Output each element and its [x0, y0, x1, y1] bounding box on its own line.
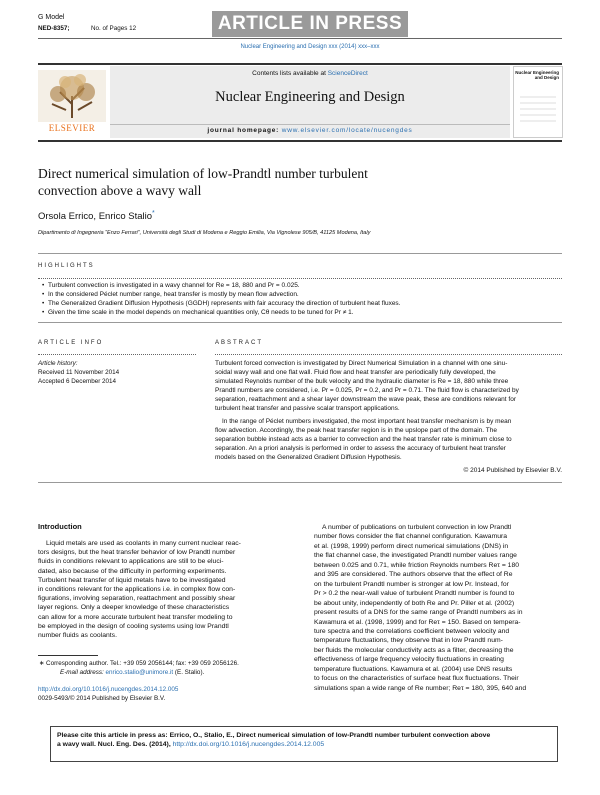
top-rule [38, 38, 562, 39]
intro-left-line: Liquid metals are used as coolants in many current nuclear reac- [46, 540, 241, 547]
abstract-line: soidal wavy wall and one flat wall. Fluid flow and heat transfer are periodically fully developed, the [215, 369, 496, 376]
intro-left-line: be employed in the design of cooling systems using low Prandtl [38, 622, 229, 630]
corresponding-author-note [39, 660, 239, 669]
email-label: E-mail address: [60, 669, 104, 676]
cite-line1: Please cite this article in press as: Errico, O., Stalio, E., Direct numerical simulation of low-Prandtl number turbulent convection above [57, 732, 491, 739]
intro-right-line: to focus on the characteristics of surface heat flux fluctuations. Their [314, 675, 519, 683]
intro-right-line: effectiveness of large frequency velocity fluctuations in creating [314, 656, 504, 664]
intro-right-line: temperature fluctuations, they observe that in low Prandtl num- [314, 637, 503, 645]
intro-right-line: simulations span a wide range of Re number; Reτ = 180, 395, 640 and [314, 684, 527, 692]
citation-box [50, 726, 558, 762]
cite-line2 [57, 740, 551, 749]
elsevier-tree-icon [38, 70, 106, 122]
highlights-rule-bottom [38, 322, 562, 323]
homepage-url[interactable]: www.elsevier.com/locate/nucengdes [281, 127, 413, 134]
abstract-copyright: © 2014 Published by Elsevier B.V. [463, 467, 562, 474]
intro-right-line: Pr > 0.2 the near-wall value of turbulent Prandtl number is found to [314, 590, 515, 598]
abstract-line: Turbulent forced convection is investigated by Direct Numerical Simulation in a channel with one sinu- [215, 360, 508, 367]
intro-left-line: fluids in conditions relevant to applications are still to be eluci- [38, 558, 224, 566]
article-info-label: ARTICLE INFO [38, 340, 104, 346]
email-link[interactable]: enrico.stalio@unimore.it [105, 669, 174, 676]
highlight-item: • Turbulent convection is investigated in a wavy channel for Re = 18, 880 and Pr = 0.025. [48, 282, 558, 290]
abstract-line: simulated Reynolds number of the bulk velocity and the hydraulic diameter is Re = 18, 880 while three [215, 378, 509, 385]
header-bottom-rule [38, 140, 562, 142]
ned-code: NED-8357; [38, 25, 70, 32]
highlight-item: • Given the time scale in the model depends on mechanical quantities only, Cθ needs to be tuned for Pr ≠ 1. [48, 309, 558, 317]
author-names: Orsola Errico, Enrico Stalio [38, 211, 153, 223]
intro-right-line: ber fluids the molecular conductivity acts as a filter, decreasing the [314, 646, 514, 654]
abstract-line: turbulent heat transfer and passive scalar transport applications. [215, 405, 400, 412]
cover-line2: and Design [534, 75, 559, 80]
contents-line [110, 70, 510, 77]
highlights-dotted-rule [38, 278, 562, 279]
abstract-rule-bottom [38, 482, 562, 483]
abstract-line: flow advection. Accordingly, the peak heat transfer region is in the upslope part of the domain. The [215, 427, 497, 434]
intro-left-line: layer regions. Only a deeper knowledge of these characteristics [38, 604, 230, 612]
abstract-line: Prandtl numbers are considered, i.e. Pr = 0.025, Pr = 0.2, and Pr = 0.71. The fluid flow is characterized by [215, 387, 519, 394]
intro-right-line: the flat channel case, the investigated Prandtl number values range [314, 552, 517, 560]
email-note [60, 669, 204, 678]
journal-title: Nuclear Engineering and Design [215, 89, 405, 105]
cite-text: a wavy wall. Nucl. Eng. Des. (2014), [57, 741, 171, 748]
doi-link[interactable]: http://dx.doi.org/10.1016/j.nucengdes.2014.12.005 [38, 686, 179, 693]
footnote-rule [38, 655, 98, 656]
footnote-mark: ∗ [39, 660, 45, 667]
homepage-label: journal homepage: [207, 127, 280, 134]
abstract-line: models based on the Generalized Gradient Diffusion Hypothesis. [215, 454, 402, 461]
abstract-label: ABSTRACT [215, 340, 264, 346]
corresponding-author-mark[interactable]: * [152, 210, 155, 217]
elsevier-logo [38, 70, 106, 133]
article-info-rule [38, 354, 196, 355]
intro-left-line: number fluids as coolants. [38, 632, 117, 639]
intro-right-line: and 395 are considered. The authors observe that the effect of Re [314, 571, 513, 579]
highlight-item: • The Generalized Gradient Diffusion Hypothesis (GGDH) represents with fair accuracy the direction of turbulent heat fluxes. [48, 300, 558, 308]
abstract-rule [215, 354, 562, 355]
intro-right-line: et al. (1998, 1999) perform direct numerical simulations (DNS) in [314, 542, 509, 550]
abstract-line: separation. An a priori analysis is performed in order to assess the accuracy of turbulent heat transfer [215, 445, 506, 452]
page-count: No. of Pages 12 [91, 25, 137, 32]
article-in-press-banner: ARTICLE IN PRESS [212, 11, 408, 37]
article-title-line1: Direct numerical simulation of low-Prandtl number turbulent [38, 166, 368, 181]
intro-right-line: number flows consider the flat channel configuration. Kawamura [314, 533, 508, 541]
intro-left-line: figurations, involving separation, reattachment and possibly shear [38, 595, 236, 603]
cover-line1: Nuclear Engineering [515, 70, 559, 75]
article-title-line2: convection above a wavy wall [38, 183, 202, 198]
intro-heading: Introduction [38, 522, 82, 531]
cite-doi-link[interactable]: http://dx.doi.org/10.1016/j.nucengdes.2014.12.005 [172, 741, 325, 748]
homepage-line [110, 127, 510, 134]
accepted-date: Accepted 6 December 2014 [38, 378, 117, 385]
elsevier-wordmark: ELSEVIER [48, 123, 96, 133]
intro-right-line: be about unity, independently of both Re and Pr. Piller et al. (2002) [314, 599, 515, 607]
highlights-rule-top [38, 253, 562, 254]
authors [38, 210, 155, 222]
highlight-item: • In the considered Péclet number range, heat transfer is mostly by mean flow advection. [48, 291, 558, 299]
model-label: G Model [38, 14, 65, 21]
received-date: Received 11 November 2014 [38, 369, 120, 376]
abstract-line: In the range of Péclet numbers investigated, the most important heat transfer mechanism is by mean [222, 418, 512, 425]
intro-left-line: tors designs, but the heat transfer behavior of low Prandtl number [38, 549, 236, 557]
intro-right-line: A number of publications on turbulent convection in low Prandtl [322, 524, 512, 531]
intro-right-line: temperature fluctuations. Kawamura et al. (2004) use DNS results [314, 665, 513, 673]
intro-left-line: can allow for a more accurate turbulent heat transfer modeling to [38, 613, 233, 621]
history-label: Article history: [38, 360, 78, 367]
contents-prefix: Contents lists available at [252, 70, 326, 77]
affiliation: Dipartimento di Ingegneria “Enzo Ferrari”, Università degli Studi di Modena e Reggio Emilia, Via Vignolese 905/B, 41125 Modena, Italy [38, 230, 371, 236]
abstract-line: separation, reattachment and a shear layer downstream the wave peak, these are conditions relevant for [215, 396, 516, 403]
email-suffix: (E. Stalio). [174, 669, 205, 676]
corresponding-text: Corresponding author. Tel.: +39 059 2056144; fax: +39 059 2056126. [46, 660, 239, 667]
intro-right-line: ture spectra and the correlations coefficient between velocity and [314, 627, 510, 635]
intro-left-line: dated, also because of the difficulty in performing experiments. [38, 567, 227, 575]
abstract-line: separation bubble instead acts as a barrier to convection and the heat transfer rate is minimum close to [215, 436, 512, 443]
journal-cover [513, 66, 563, 138]
intro-left-line: in conditions relevant for the applications i.e. in complex flow con- [38, 586, 236, 593]
intro-right-line: present results of a DNS for the same range of Prandtl numbers as in [314, 609, 523, 617]
intro-left-line: Turbulent heat transfer of liquid metals have to be investigated [38, 576, 226, 584]
cover-figure-icon [514, 93, 562, 133]
highlights-label: HIGHLIGHTS [38, 263, 95, 269]
header-inner-rule [110, 124, 510, 125]
intro-right-line: Kawamura et al. (1998, 1999) and for Reτ = 150. Based on tempera- [314, 618, 521, 626]
sciencedirect-link[interactable]: ScienceDirect [327, 70, 368, 77]
journal-citation[interactable]: Nuclear Engineering and Design xxx (2014) xxx–xxx [240, 44, 380, 50]
intro-right-line: on the turbulent Prandtl number is stronger at low Pr. Instead, for [314, 580, 509, 588]
intro-right-line: between 0.025 and 0.71, while friction Reynolds numbers Reτ = 180 [314, 561, 520, 569]
header-top-rule [38, 63, 562, 65]
issn-line: 0029-5493/© 2014 Published by Elsevier B.V. [38, 695, 166, 702]
